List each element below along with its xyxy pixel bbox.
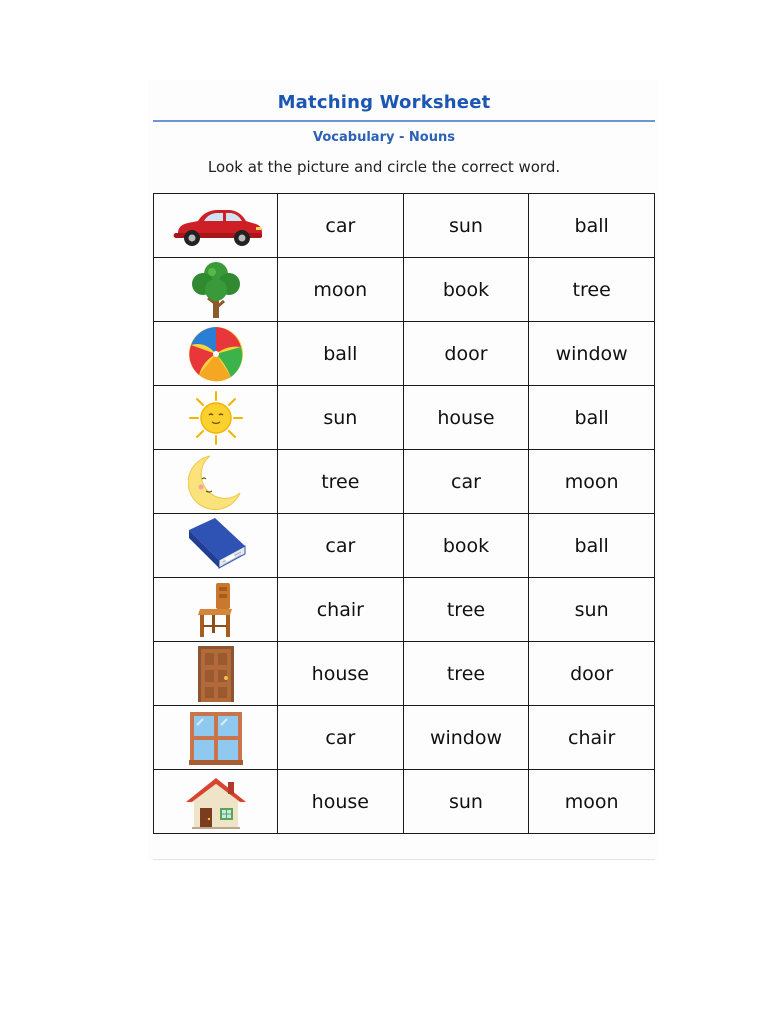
table-row [154, 642, 655, 706]
table-row [154, 706, 655, 770]
word-option[interactable]: sun [529, 578, 655, 642]
word-option[interactable]: ball [529, 514, 655, 578]
table-row [154, 578, 655, 642]
word-option[interactable]: sun [403, 194, 529, 258]
picture-cell [154, 642, 278, 706]
picture-cell [154, 706, 278, 770]
word-option[interactable]: tree [278, 450, 404, 514]
table-row [154, 386, 655, 450]
chair-icon [194, 581, 238, 639]
word-option[interactable]: moon [529, 770, 655, 834]
word-option[interactable]: door [529, 642, 655, 706]
word-option[interactable]: window [403, 706, 529, 770]
word-option[interactable]: moon [278, 258, 404, 322]
word-option[interactable]: car [403, 450, 529, 514]
worksheet-title: Matching Worksheet [277, 92, 491, 113]
word-option[interactable]: book [403, 514, 529, 578]
word-option[interactable]: book [403, 258, 529, 322]
word-option[interactable]: tree [529, 258, 655, 322]
beach-ball-icon [187, 325, 245, 383]
picture-cell [154, 514, 278, 578]
picture-cell [154, 386, 278, 450]
door-icon [196, 644, 236, 704]
word-option[interactable]: ball [278, 322, 404, 386]
picture-cell [154, 450, 278, 514]
table-row [154, 514, 655, 578]
window-icon [189, 711, 243, 765]
word-option[interactable]: tree [403, 578, 529, 642]
book-icon [185, 516, 247, 576]
picture-cell [154, 770, 278, 834]
word-option[interactable]: sun [403, 770, 529, 834]
word-option[interactable]: house [278, 642, 404, 706]
word-option[interactable]: moon [529, 450, 655, 514]
table-row [154, 322, 655, 386]
title-divider [153, 120, 655, 122]
word-option[interactable]: chair [278, 578, 404, 642]
word-option[interactable]: door [403, 322, 529, 386]
worksheet-subtitle: Vocabulary - Nouns [313, 130, 455, 145]
table-row [154, 258, 655, 322]
crescent-moon-icon [188, 453, 244, 511]
table-row [154, 450, 655, 514]
worksheet-instructions: Look at the picture and circle the correct word. [207, 158, 561, 176]
word-option[interactable]: ball [529, 386, 655, 450]
word-option[interactable]: house [403, 386, 529, 450]
word-option[interactable]: sun [278, 386, 404, 450]
word-option[interactable]: house [278, 770, 404, 834]
table-row [154, 770, 655, 834]
page-bottom-edge [153, 859, 655, 860]
picture-cell [154, 258, 278, 322]
word-option[interactable]: car [278, 194, 404, 258]
car-icon [168, 203, 264, 249]
picture-cell [154, 578, 278, 642]
word-option[interactable]: chair [529, 706, 655, 770]
word-option[interactable]: tree [403, 642, 529, 706]
word-option[interactable]: ball [529, 194, 655, 258]
picture-cell [154, 322, 278, 386]
word-option[interactable]: car [278, 514, 404, 578]
house-icon [184, 774, 248, 830]
matching-table [153, 193, 655, 834]
table-row [154, 194, 655, 258]
word-option[interactable]: window [529, 322, 655, 386]
word-option[interactable]: car [278, 706, 404, 770]
tree-icon [188, 260, 244, 320]
picture-cell [154, 194, 278, 258]
sun-icon [188, 390, 244, 446]
